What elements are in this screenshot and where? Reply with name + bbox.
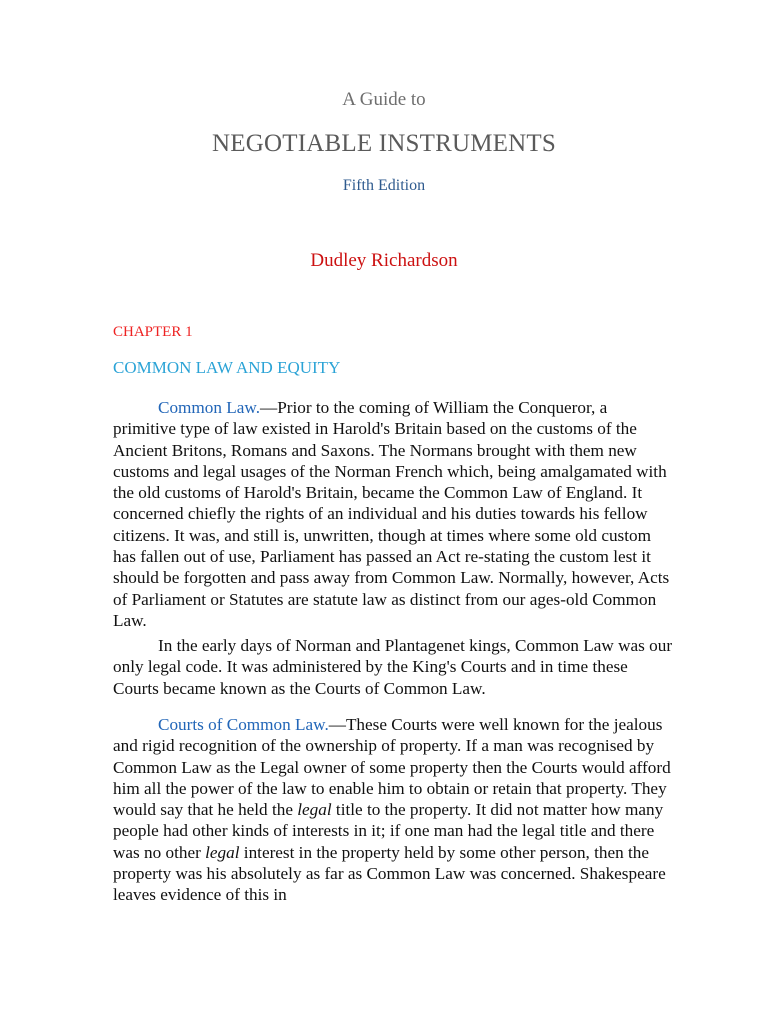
paragraph-text: title to the property. It did not matter how many people had other kinds of interests in it; if one man had the legal title and there was no other bbox=[113, 800, 664, 862]
author-name: Dudley Richardson bbox=[310, 250, 458, 271]
emphasis-legal: legal bbox=[205, 842, 240, 862]
paragraph-text: interest in the property held by some other person, then the property was his absolutely as far as Common Law was concerned. Shakespeare leaves evidence of this in bbox=[113, 842, 666, 905]
paragraph-heading: Courts of Common Law. bbox=[158, 715, 329, 734]
book-title: NEGOTIABLE INSTRUMENTS bbox=[212, 130, 556, 157]
paragraph-heading: Common Law. bbox=[158, 398, 260, 417]
paragraph-early-days bbox=[113, 635, 673, 699]
paragraph-common-law bbox=[113, 397, 673, 631]
chapter-label: CHAPTER 1 bbox=[113, 324, 193, 340]
paragraph-text: —These Courts were well known for the jealous and rigid recognition of the ownership of property. If a man was recognised by Common Law as the Legal owner of some property then the Courts would afford him all the power of the law to enable him to obtain or retain that property. They would say that he held the bbox=[113, 715, 671, 820]
paragraph-text: —Prior to the coming of William the Conqueror, a primitive type of law existed in Harold's Britain based on the customs of the Ancient Britons, Romans and Saxons. The Normans brought with them new customs and legal usages of the Norman French which, being amalgamated with the old customs of Harold's Britain, became the Common Law of England. It concerned chiefly the rights of an individual and his duties towards his fellow citizens. It was, and still is, unwritten, though at times where some old custom has fallen out of use, Parliament has passed an Act re-stating the custom lest it should be forgotten and pass away from Common Law. Normally, however, Acts of Parliament or Statutes are statute law as distinct from our ages-old Common Law. bbox=[113, 398, 670, 630]
pre-title: A Guide to bbox=[342, 89, 426, 110]
emphasis-legal: legal bbox=[297, 800, 332, 820]
edition-label: Fifth Edition bbox=[342, 177, 426, 194]
paragraph-text: In the early days of Norman and Plantagenet kings, Common Law was our only legal code. It was administered by the King's Courts and in time these Courts became known as the Courts of Common Law. bbox=[113, 636, 673, 698]
chapter-title: COMMON LAW AND EQUITY bbox=[113, 358, 341, 377]
paragraph-courts-of-common-law bbox=[113, 714, 673, 906]
